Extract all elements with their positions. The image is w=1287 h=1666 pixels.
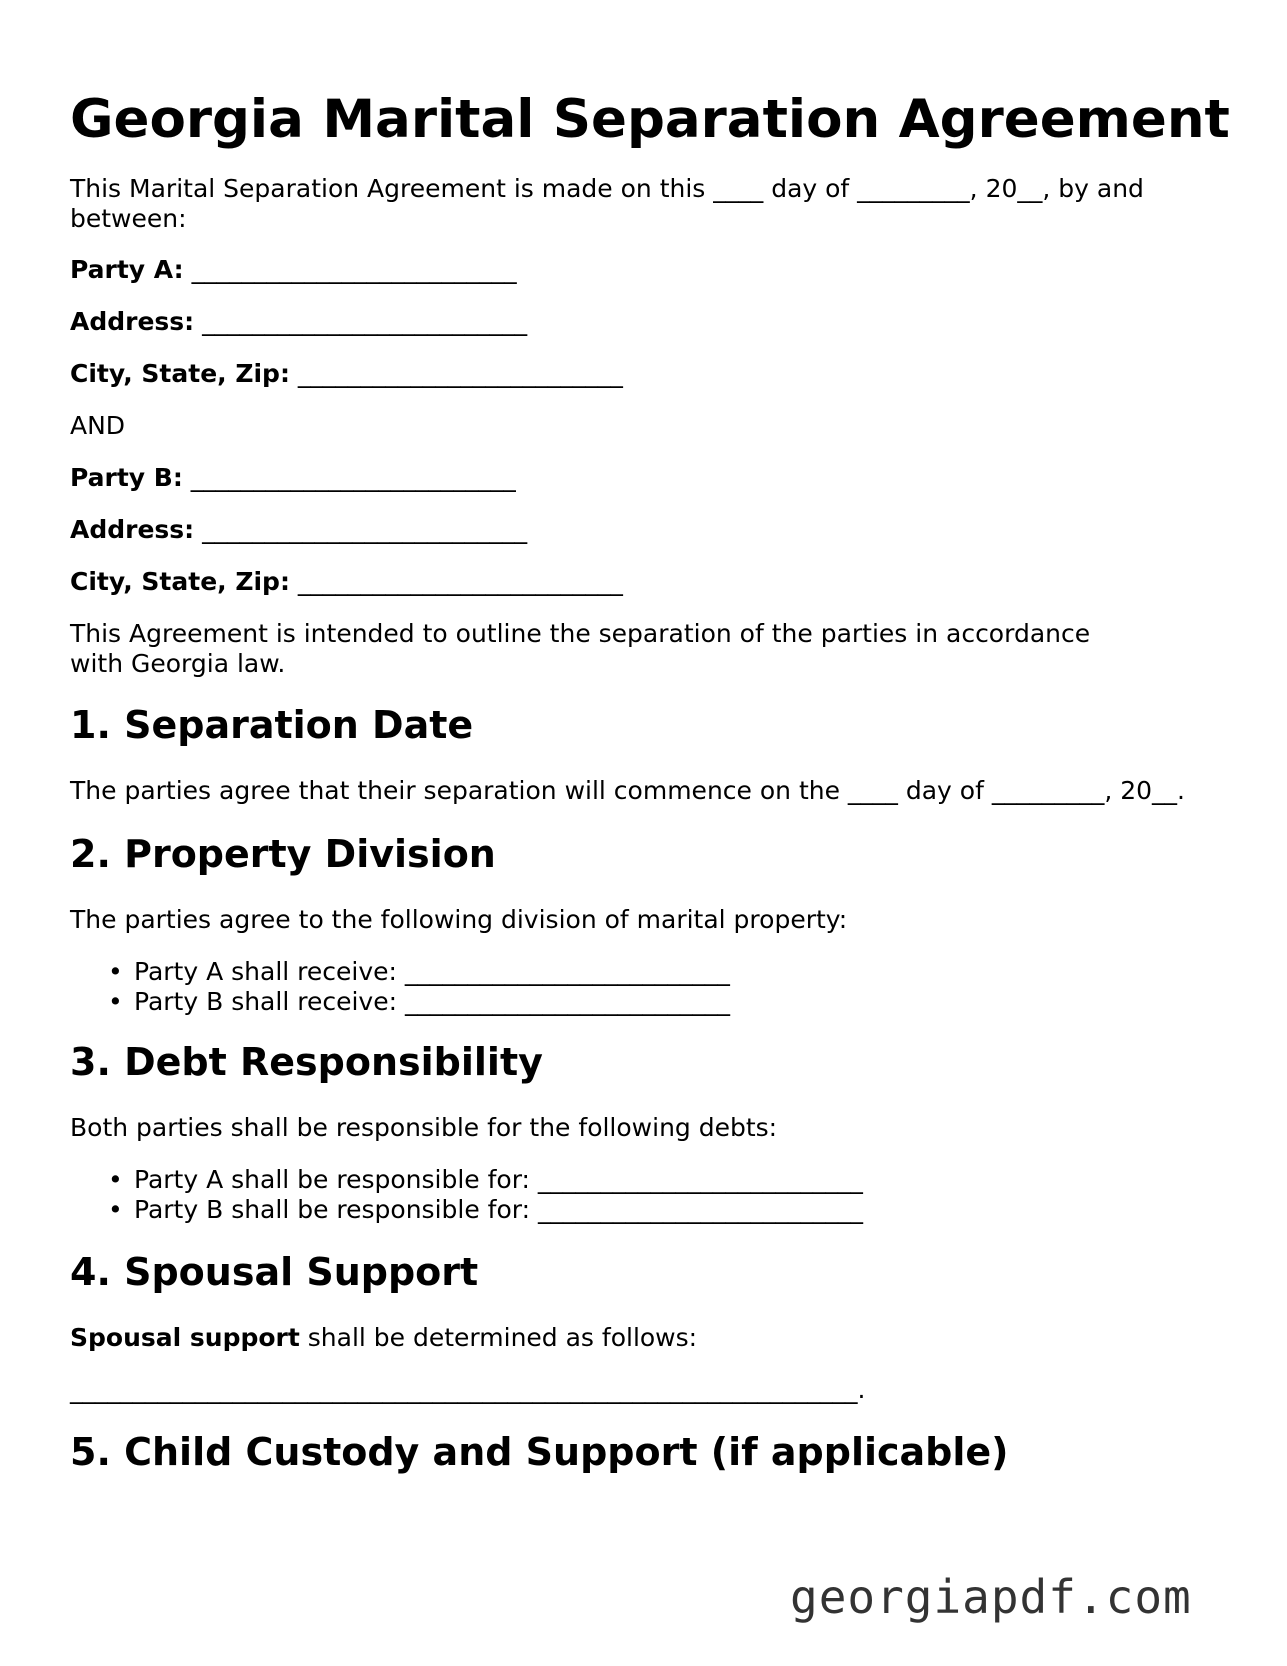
list-item [70,987,730,1017]
party-a-name-field [70,255,517,285]
section-2-heading: 2. Property Division [70,832,496,876]
party-b-address-field [70,515,527,545]
party-a-address-field [70,307,527,337]
and-separator: AND [70,411,126,440]
party-b-name-label: Party B: [70,463,183,492]
document-title: Georgia Marital Separation Agreement [70,89,1230,150]
spousal-support-rest: shall be determined as follows: [299,1323,698,1352]
party-b-csz-field [70,567,623,597]
section-1-heading: 1. Separation Date [70,703,474,747]
party-a-csz-field [70,359,623,389]
party-a-name-label: Party A: [70,255,184,284]
section-4-heading: 4. Spousal Support [70,1250,479,1294]
purpose-paragraph: This Agreement is intended to outline the separation of the parties in accordance with Georgia law. [70,619,1091,678]
section-1-text: The parties agree that their separation will commence on the ____ day of _________, 20__. [70,776,1185,805]
list-item-text: Party B shall receive: __________________________ [134,987,730,1016]
section-3-text: Both parties shall be responsible for the following debts: [70,1113,778,1142]
property-list [70,957,730,1017]
section-2-text: The parties agree to the following division of marital property: [70,905,848,934]
section-4-text [70,1323,697,1353]
party-b-name-field [70,463,516,493]
bullet-icon: • [108,1195,123,1224]
bullet-icon: • [108,1165,123,1194]
bullet-icon: • [108,987,123,1016]
party-b-address-label: Address: [70,515,195,544]
party-a-address-label: Address: [70,307,195,336]
list-item-text: Party B shall be responsible for: __________________________ [134,1195,863,1224]
section-5-heading: 5. Child Custody and Support (if applicable) [70,1430,1009,1474]
section-3-heading: 3. Debt Responsibility [70,1040,543,1084]
spousal-support-lead: Spousal support [70,1323,300,1352]
party-a-csz-blank: __________________________ [289,359,623,388]
party-b-address-blank: __________________________ [194,515,528,544]
list-item-text: Party A shall be responsible for: __________________________ [134,1165,863,1194]
party-a-name-blank: __________________________ [183,255,517,284]
party-b-name-blank: __________________________ [182,463,516,492]
bullet-icon: • [108,957,123,986]
party-b-csz-label: City, State, Zip: [70,567,290,596]
spousal-support-blank: _______________________________________________________________. [70,1375,866,1404]
list-item [70,1165,863,1195]
list-item [70,1195,863,1225]
debt-list [70,1165,863,1225]
party-a-csz-label: City, State, Zip: [70,359,290,388]
list-item [70,957,730,987]
intro-paragraph: This Marital Separation Agreement is made on this ____ day of _________, 20__, by and between: [70,174,1144,233]
watermark: georgiapdf.com [790,1570,1192,1624]
list-item-text: Party A shall receive: __________________________ [134,957,730,986]
party-a-address-blank: __________________________ [194,307,528,336]
party-b-csz-blank: __________________________ [289,567,623,596]
